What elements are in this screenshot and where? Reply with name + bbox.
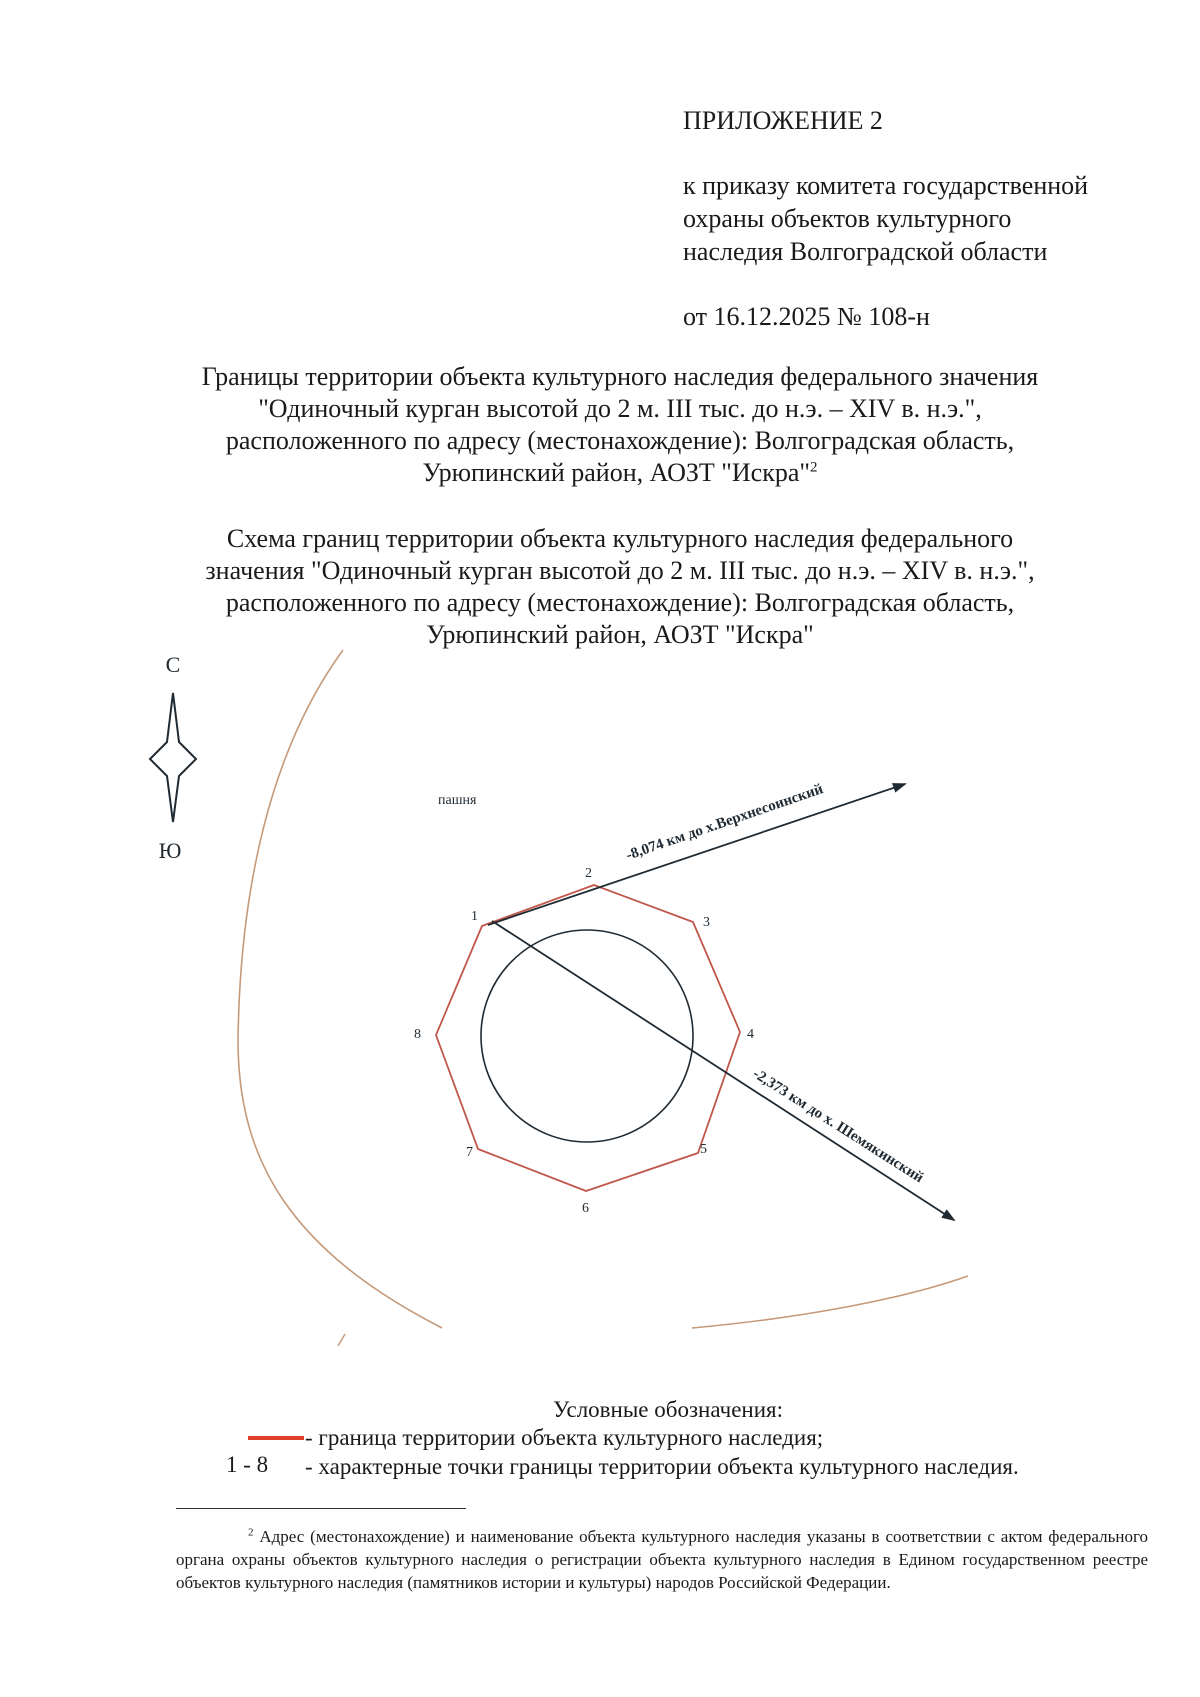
point-label: 1 [471, 909, 478, 924]
point-label: 2 [585, 866, 592, 881]
mound-outline [481, 930, 693, 1142]
footnote [176, 1525, 1148, 1594]
direction-arrow-verkhnesoinsky [488, 784, 905, 925]
footnote-mark: 2 [248, 1526, 254, 1539]
field-edge-line [338, 1334, 345, 1346]
land-label: пашня [438, 793, 477, 808]
scheme-heading [150, 523, 1090, 651]
compass-north: С [165, 652, 181, 677]
footnote-reference[interactable]: 2 [810, 459, 818, 476]
heading-line: расположенного по адресу (местонахождение): Волгоградская область, [225, 426, 1015, 455]
heading-line: Границы территории объекта культурного наследия федерального значения [201, 362, 1039, 391]
direction-label-verkhnesoinsky: -8,074 км до х.Верхнесоинский [624, 781, 826, 864]
heading-line: Урюпинский район, АОЗТ "Искра" [426, 620, 814, 649]
field-edge-line [692, 1276, 968, 1328]
boundaries-heading [150, 361, 1090, 489]
direction-label-shemyakinsky: -2,373 км до х. Шемякинский [749, 1065, 927, 1187]
point-label: 3 [703, 915, 710, 930]
legend-points-text: - характерные точки границы территории объекта культурного наследия. [305, 1454, 1019, 1479]
direction-arrow-shemyakinsky [492, 921, 954, 1220]
point-label: 5 [700, 1142, 707, 1157]
field-edge-line [238, 650, 442, 1328]
scheme-drawing [0, 640, 1200, 1400]
appendix-line: наследия Волгоградской области [683, 237, 1048, 266]
appendix-line: охраны объектов культурного [683, 204, 1012, 233]
heading-line: значения "Одиночный курган высотой до 2 м. III тыс. до н.э. – XIV в. н.э.", [205, 556, 1035, 585]
legend-title: Условные обозначения: [552, 1397, 784, 1422]
heading-line-last [150, 457, 1090, 489]
point-label: 4 [747, 1027, 754, 1042]
point-label: 6 [582, 1201, 589, 1216]
heading-line: Урюпинский район, АОЗТ "Искра" [422, 458, 811, 487]
point-label: 7 [466, 1145, 473, 1160]
heading-line: "Одиночный курган высотой до 2 м. III тыс. до н.э. – XIV в. н.э.", [258, 394, 982, 423]
appendix-block [683, 104, 1088, 333]
legend-points-key: 1 - 8 [226, 1452, 269, 1477]
heading-line: расположенного по адресу (местонахождение): Волгоградская область, [225, 588, 1015, 617]
boundary-scheme [0, 640, 1200, 1400]
appendix-title: ПРИЛОЖЕНИЕ 2 [683, 106, 883, 135]
footnote-divider [176, 1508, 466, 1509]
legend-boundary-swatch [248, 1436, 304, 1440]
footnote-text: Адрес (местонахождение) и наименование объекта культурного наследия указаны в соответствии с актом федерального органа охраны объектов культурного наследия о регистрации объекта культурного наследия в Едином государственном реестре объектов культурного наследия (памятников истории и культуры) народов Российской Федерации. [176, 1527, 1148, 1592]
heading-line: Схема границ территории объекта культурного наследия федерального [226, 524, 1014, 553]
north-arrow-icon [150, 693, 196, 822]
point-label: 8 [414, 1027, 421, 1042]
compass-south: Ю [158, 838, 182, 863]
legend-boundary-text: - граница территории объекта культурного наследия; [305, 1425, 824, 1450]
appendix-date: от 16.12.2025 № 108-н [683, 302, 930, 331]
appendix-line: к приказу комитета государственной [683, 171, 1089, 200]
